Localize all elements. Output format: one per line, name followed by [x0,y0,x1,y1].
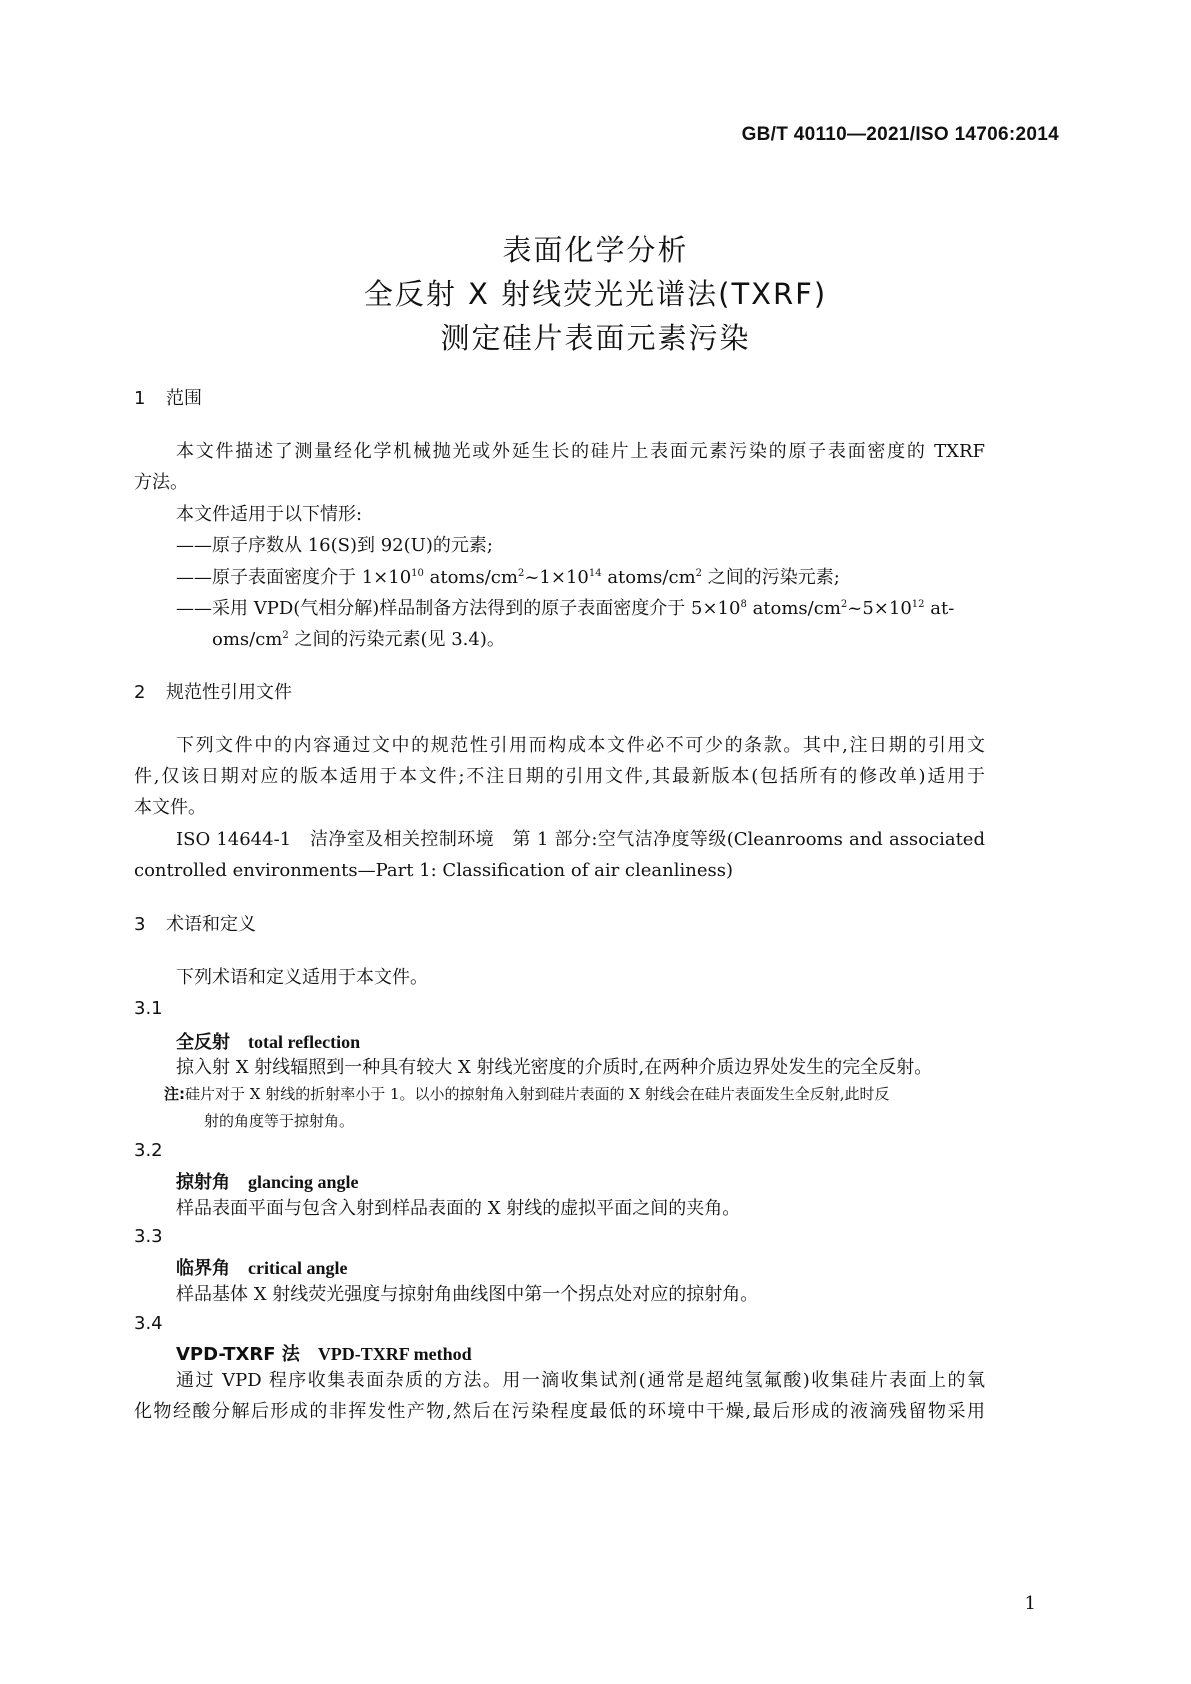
page-number: 1 [1024,1593,1036,1614]
section-number: 2 [134,682,146,703]
term-definition: 通过 VPD 程序收集表面杂质的方法。用一滴收集试剂(通常是超纯氢氟酸)收集硅片表面上的氧 [176,1370,985,1391]
list-item-continuation: oms/$cm^2$ 之间的污染元素(见 3.4)。 [212,629,505,650]
paragraph: 件,仅该日期对应的版本适用于本文件;不注日期的引用文件,其最新版本(包括所有的修改单)适用于 [134,766,985,787]
paragraph: 本文件描述了测量经化学机械抛光或外延生长的硅片上表面元素污染的原子表面密度的 TXRF [176,441,985,462]
section-title: 术语和定义 [166,914,256,935]
paragraph: 方法。 [134,472,188,493]
term-number: 3.1 [134,998,163,1019]
section-1-heading [134,384,202,410]
section-title: 范围 [166,388,202,409]
section-number: 3 [134,914,146,935]
paragraph: 本文件适用于以下情形: [176,504,363,525]
term-heading: 掠射角 glancing angle [176,1172,359,1193]
term-definition: 样品基体 X 射线荧光强度与掠射角曲线图中第一个拐点处对应的掠射角。 [176,1284,759,1305]
term-definition: 掠入射 X 射线辐照到一种具有较大 X 射线光密度的介质时,在两种介质边界处发生的完全反射。 [176,1057,933,1078]
list-item: ——原子序数从 16(S)到 92(U)的元素; [176,535,493,556]
note-continuation: 射的角度等于掠射角。 [204,1112,355,1130]
term-number: 3.2 [134,1140,163,1161]
paragraph: 本文件。 [134,797,206,818]
title-line-3: 测定硅片表面元素污染 [440,321,751,355]
normative-reference: controlled environments—Part 1: Classification of air cleanliness) [134,860,733,881]
section-title: 规范性引用文件 [166,682,292,703]
title-line-1: 表面化学分析 [502,233,689,267]
paragraph: 下列文件中的内容通过文中的规范性引用而构成本文件必不可少的条款。其中,注日期的引用文 [176,735,985,756]
list-item: ——原子表面密度介于 $1\times 10^{10}$ atoms/$cm^2\sim 1\times 10^{14}$ atoms/$cm^2$ 之间的污染元素; [176,567,840,588]
term-number: 3.3 [134,1226,163,1247]
title-line-2: 全反射 X 射线荧光光谱法(TXRF) [363,277,828,311]
section-3-heading [134,910,256,936]
term-number: 3.4 [134,1313,163,1334]
term-definition: 化物经酸分解后形成的非挥发性产物,然后在污染程度最低的环境中干燥,最后形成的液滴残留物采用 [134,1401,985,1422]
term-heading: 临界角 critical angle [176,1258,348,1279]
term-heading: 全反射 total reflection [176,1032,361,1053]
term-definition: 样品表面平面与包含入射到样品表面的 X 射线的虚拟平面之间的夹角。 [176,1198,741,1219]
section-number: 1 [134,388,146,409]
note-label: 注: [164,1085,185,1103]
standard-code: GB/T 40110—2021/ISO 14706:2014 [741,124,1059,145]
note: 注:硅片对于 X 射线的折射率小于 1。以小的掠射角入射到硅片表面的 X 射线会在硅片表面发生全反射,此时反 [164,1085,890,1103]
list-item: ——采用 VPD(气相分解)样品制备方法得到的原子表面密度介于 $5\times 10^8$ atoms/$cm^2\sim 5\times 10^{12}$ at- [176,598,955,619]
term-heading: VPD-TXRF 法 VPD-TXRF method [176,1344,472,1365]
section-2-heading [134,678,292,704]
paragraph: 下列术语和定义适用于本文件。 [176,967,428,988]
normative-reference: ISO 14644-1 洁净室及相关控制环境 第 1 部分:空气洁净度等级(Cleanrooms and associated [176,829,985,850]
